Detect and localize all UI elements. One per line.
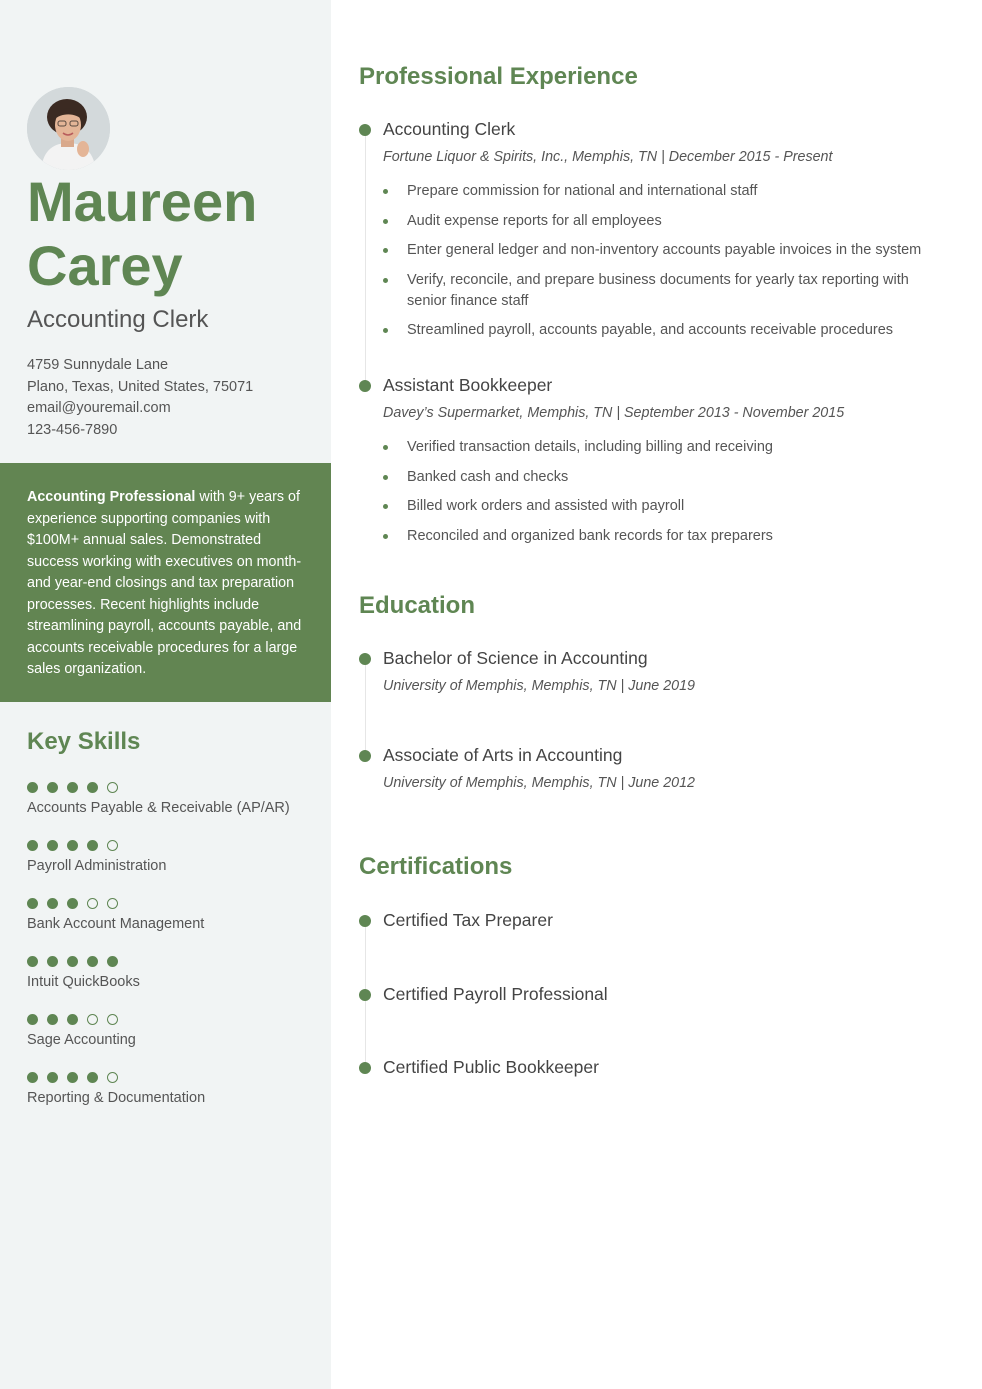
timeline-dot-icon — [359, 1062, 371, 1074]
skills-list — [27, 780, 317, 1128]
rating-filled-dot-icon — [27, 840, 38, 851]
rating-filled-dot-icon — [67, 1014, 78, 1025]
bullet-icon — [383, 504, 388, 509]
list-item: Audit expense reports for all employees — [383, 211, 943, 232]
education-entry — [359, 648, 959, 694]
list-item: Enter general ledger and non-inventory accounts payable invoices in the system — [383, 240, 943, 261]
list-item: Verified transaction details, including billing and receiving — [383, 437, 943, 458]
list-item: Billed work orders and assisted with payroll — [383, 496, 943, 517]
rating-filled-dot-icon — [67, 898, 78, 909]
education-heading: Education — [359, 592, 476, 619]
skill-rating — [27, 780, 317, 794]
rating-filled-dot-icon — [87, 1072, 98, 1083]
job-bullets — [383, 437, 943, 547]
skill-rating — [27, 1012, 317, 1026]
list-item: Verify, reconcile, and prepare business documents for yearly tax reporting with senior finance staff — [383, 270, 943, 312]
skill-item — [27, 954, 317, 1012]
bullet-icon — [383, 475, 388, 480]
job-entry — [359, 375, 959, 555]
rating-filled-dot-icon — [67, 782, 78, 793]
timeline-dot-icon — [359, 380, 371, 392]
bullet-icon — [383, 248, 388, 253]
skill-rating — [27, 838, 317, 852]
degree-title: Bachelor of Science in Accounting — [383, 648, 648, 668]
skill-name: Sage Accounting — [27, 1032, 136, 1048]
rating-filled-dot-icon — [27, 1072, 38, 1083]
rating-filled-dot-icon — [67, 1072, 78, 1083]
rating-empty-dot-icon — [107, 898, 118, 909]
skill-rating — [27, 896, 317, 910]
bullet-icon — [383, 445, 388, 450]
rating-filled-dot-icon — [67, 840, 78, 851]
timeline-dot-icon — [359, 653, 371, 665]
rating-empty-dot-icon — [87, 1014, 98, 1025]
email[interactable]: email@youremail.com — [27, 400, 171, 416]
rating-empty-dot-icon — [107, 1072, 118, 1083]
job-title: Accounting Clerk — [383, 119, 516, 139]
contact-info — [27, 355, 253, 441]
bullet-icon — [383, 219, 388, 224]
timeline-dot-icon — [359, 915, 371, 927]
rating-empty-dot-icon — [107, 840, 118, 851]
sidebar — [0, 0, 331, 1389]
certification-entry — [359, 984, 959, 1005]
rating-empty-dot-icon — [107, 782, 118, 793]
rating-filled-dot-icon — [47, 898, 58, 909]
bullet-icon — [383, 189, 388, 194]
first-name: Maureen — [27, 170, 258, 233]
skill-item — [27, 780, 317, 838]
degree-title: Associate of Arts in Accounting — [383, 745, 623, 765]
rating-filled-dot-icon — [87, 956, 98, 967]
skill-item — [27, 1012, 317, 1070]
job-title: Accounting Clerk — [27, 306, 209, 333]
rating-filled-dot-icon — [67, 956, 78, 967]
bullet-icon — [383, 278, 388, 283]
rating-filled-dot-icon — [47, 1072, 58, 1083]
job-subtitle: Fortune Liquor & Spirits, Inc., Memphis, TN | December 2015 - Present — [383, 149, 833, 165]
degree-subtitle: University of Memphis, Memphis, TN | June 2019 — [383, 678, 696, 694]
experience-heading: Professional Experience — [359, 63, 638, 90]
timeline-dot-icon — [359, 124, 371, 136]
certification-entry — [359, 910, 959, 931]
rating-filled-dot-icon — [27, 1014, 38, 1025]
person-name — [27, 170, 257, 298]
skill-name: Intuit QuickBooks — [27, 974, 140, 990]
address-line-1: 4759 Sunnydale Lane — [27, 357, 169, 373]
summary-box — [0, 463, 331, 702]
job-title: Assistant Bookkeeper — [383, 375, 553, 395]
skill-item — [27, 838, 317, 896]
rating-filled-dot-icon — [47, 840, 58, 851]
timeline-dot-icon — [359, 989, 371, 1001]
certification-entry — [359, 1057, 959, 1078]
rating-filled-dot-icon — [47, 1014, 58, 1025]
summary-lead: Accounting Professional — [27, 489, 196, 505]
list-item: Reconciled and organized bank records for tax preparers — [383, 526, 943, 547]
rating-filled-dot-icon — [47, 956, 58, 967]
rating-empty-dot-icon — [107, 1014, 118, 1025]
rating-filled-dot-icon — [107, 956, 118, 967]
bullet-icon — [383, 534, 388, 539]
rating-filled-dot-icon — [27, 898, 38, 909]
last-name: Carey — [27, 234, 183, 297]
phone: 123-456-7890 — [27, 421, 118, 438]
certification-title: Certified Tax Preparer — [383, 910, 553, 930]
skill-rating — [27, 1070, 317, 1084]
certification-title: Certified Payroll Professional — [383, 984, 608, 1004]
skill-name: Payroll Administration — [27, 858, 167, 874]
degree-subtitle: University of Memphis, Memphis, TN | June 2012 — [383, 775, 696, 791]
rating-filled-dot-icon — [87, 782, 98, 793]
skill-name: Bank Account Management — [27, 916, 205, 932]
education-entry — [359, 745, 959, 791]
skills-heading: Key Skills — [27, 728, 141, 755]
rating-filled-dot-icon — [87, 840, 98, 851]
job-bullets — [383, 181, 943, 341]
list-item: Streamlined payroll, accounts payable, and accounts receivable procedures — [383, 320, 943, 341]
list-item: Banked cash and checks — [383, 467, 943, 488]
certifications-heading: Certifications — [359, 853, 513, 880]
address-line-2: Plano, Texas, United States, 75071 — [27, 378, 254, 395]
bullet-icon — [383, 328, 388, 333]
certification-title: Certified Public Bookkeeper — [383, 1057, 599, 1077]
avatar — [27, 87, 110, 170]
rating-filled-dot-icon — [27, 956, 38, 967]
rating-filled-dot-icon — [27, 782, 38, 793]
list-item: Prepare commission for national and international staff — [383, 181, 943, 202]
job-entry — [359, 119, 959, 350]
skill-name: Accounts Payable & Receivable (AP/AR) — [27, 800, 290, 816]
rating-empty-dot-icon — [87, 898, 98, 909]
summary-text: with 9+ years of experience supporting companies with $100M+ annual sales. Demonstrated success working with executives on month- and year-end closings and tax preparation processes. Recent highlights include streamlining payroll, accounts payable, and accounts receivable procedures for a large sales organization. — [27, 489, 302, 677]
skill-item — [27, 896, 317, 954]
profile-photo-icon — [27, 87, 110, 170]
rating-filled-dot-icon — [47, 782, 58, 793]
skill-item — [27, 1070, 317, 1128]
skill-rating — [27, 954, 317, 968]
timeline-dot-icon — [359, 750, 371, 762]
job-subtitle: Davey’s Supermarket, Memphis, TN | September 2013 - November 2015 — [383, 405, 845, 421]
skill-name: Reporting & Documentation — [27, 1090, 206, 1106]
